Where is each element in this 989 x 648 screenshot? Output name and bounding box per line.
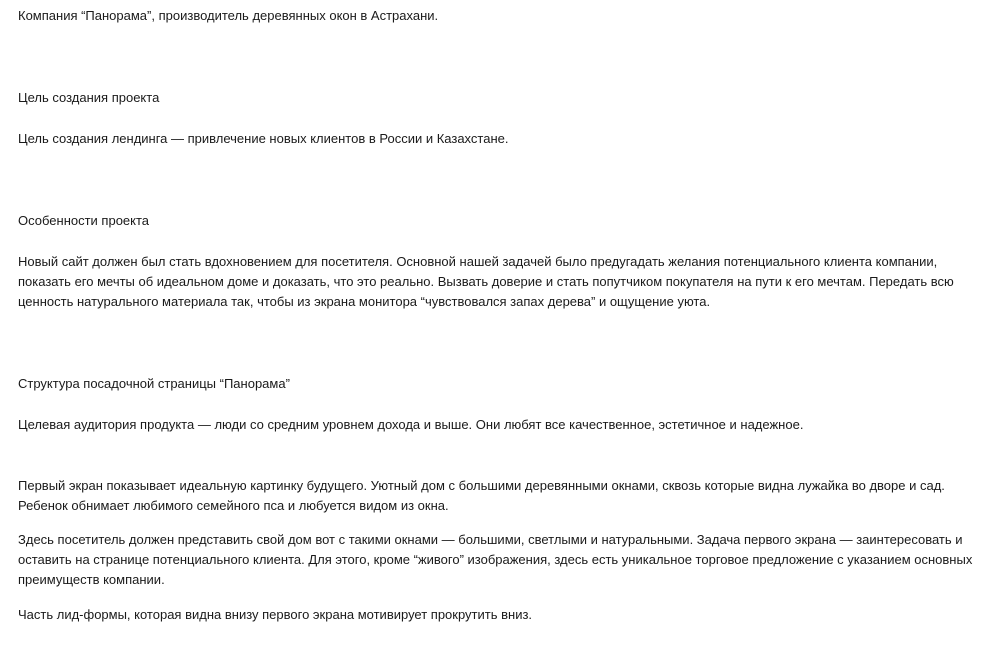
first-screen-paragraph: Первый экран показывает идеальную картинку будущего. Уютный дом с большими деревянными окнами, сквозь которые видна лужайка во дворе и сад. Ребенок обнимает любимого семейного пса и любуется видом из окна. [18, 478, 945, 513]
goal-paragraph: Цель создания лендинга — привлечение новых клиентов в России и Казахстане. [18, 131, 509, 146]
visitor-paragraph: Здесь посетитель должен представить свой дом вот с такими окнами — большими, светлыми и натуральными. Задача первого экрана — заинтересовать и оставить на странице потенциального клиента. Для этого, кроме “живого” изображения, здесь есть уникальное торговое предложение с указанием основных преимуществ компании. [18, 532, 973, 587]
intro-paragraph: Компания “Панорама”, производитель деревянных окон в Астрахани. [18, 8, 439, 23]
features-heading: Особенности проекта [18, 213, 150, 228]
audience-paragraph: Целевая аудитория продукта — люди со средним уровнем дохода и выше. Они любят все качественное, эстетичное и надежное. [18, 417, 804, 432]
structure-heading: Структура посадочной страницы “Панорама” [18, 376, 290, 391]
lead-form-paragraph: Часть лид-формы, которая видна внизу первого экрана мотивирует прокрутить вниз. [18, 607, 533, 622]
document-body [18, 6, 978, 625]
features-paragraph: Новый сайт должен был стать вдохновением для посетителя. Основной нашей задачей было предугадать желания потенциального клиента компании, показать его мечты об идеальном доме и доказать, что это реально. Вызвать доверие и стать попутчиком покупателя на пути к его мечтам. Передать всю ценность натурального материала так, чтобы из экрана монитора “чувствовался запах дерева” и ощущение уюта. [18, 254, 954, 309]
goal-heading: Цель создания проекта [18, 90, 160, 105]
